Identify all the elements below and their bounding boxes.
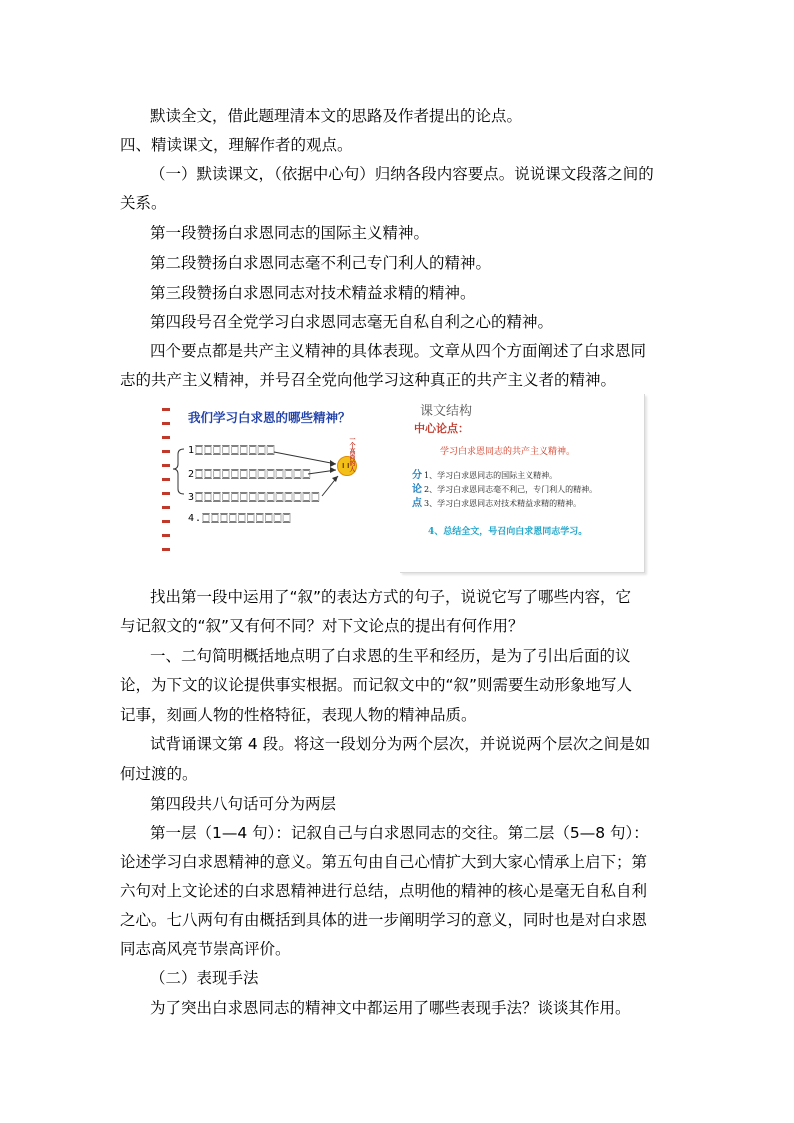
slide2-side-label-3: 点 bbox=[412, 498, 422, 509]
paragraph: 第四段共八句话可分为两层 bbox=[150, 795, 337, 813]
paragraph: 默读全文，借此题理清本文的思路及作者提出的论点。 bbox=[150, 107, 523, 125]
paragraph: 同志高风亮节崇高评价。 bbox=[120, 940, 291, 958]
subsection-heading: （一）默读课文，（依据中心句）归纳各段内容要点。说说课文段落之间的 bbox=[150, 165, 654, 183]
slide1-row-4: 4.🀆🀆🀆🀆🀆🀆🀆🀆🀆🀆 bbox=[188, 513, 292, 524]
slide2-summary: 4、总结全文，号召向白求恩同志学习。 bbox=[428, 527, 588, 537]
paragraph: 第一段赞扬白求恩同志的国际主义精神。 bbox=[150, 224, 430, 242]
slide2-center-thesis: 学习白求恩同志的共产主义精神。 bbox=[440, 447, 576, 457]
paragraph: 论，为下文的议论提供事实根据。而记叙文中的“叙”则需要生动形象地写人 bbox=[120, 676, 633, 694]
sun-label: I I bbox=[342, 462, 350, 470]
slide2-point-3: 3、学习白求恩同志对技术精益求精的精神。 bbox=[424, 499, 582, 508]
paragraph: 记事，刻画人物的性格特征，表现人物的精神品质。 bbox=[120, 706, 477, 724]
paragraph: 为了突出白求恩同志的精神文中都运用了哪些表现手法？谈谈其作用。 bbox=[150, 999, 631, 1017]
paragraph: 何过渡的。 bbox=[120, 765, 198, 783]
paragraph: 试背诵课文第 4 段。将这一段划分为两个层次，并说说两个层次之间是如 bbox=[150, 735, 651, 753]
paragraph: 关系。 bbox=[120, 194, 167, 212]
slide-image-structure bbox=[400, 394, 645, 573]
subsection-heading: （二）表现手法 bbox=[150, 969, 259, 987]
paragraph: 论述学习白求恩精神的意义。第五句由自己心情扩大到大家心情承上启下；第 bbox=[120, 853, 648, 871]
paragraph: 第四段号召全党学习白求恩同志毫无自私自利之心的精神。 bbox=[150, 313, 554, 331]
section-heading: 四、精读课文，理解作者的观点。 bbox=[120, 136, 353, 154]
paragraph: 第三段赞扬白求恩同志对技术精益求精的精神。 bbox=[150, 284, 476, 302]
arc-text: 一个高尚的人 bbox=[348, 436, 355, 472]
paragraph: 第二段赞扬白求恩同志毫不利己专门利人的精神。 bbox=[150, 254, 492, 272]
slide1-row-3: 3🀆🀆🀆🀆🀆🀆🀆🀆🀆🀆🀆🀆🀆🀆 bbox=[188, 492, 321, 503]
paragraph: 一、二句简明概括地点明了白求恩的生平和经历，是为了引出后面的议 bbox=[150, 647, 631, 665]
paragraph: 第一层（1—4 句）：记叙自己与白求恩同志的交往。第二层（5—8 句）： bbox=[150, 824, 649, 842]
slide2-point-1: 1、学习白求恩同志的国际主义精神。 bbox=[424, 471, 558, 480]
paragraph: 与记叙文的“叙”又有何不同？对下文论点的提出有何作用？ bbox=[120, 617, 524, 635]
slide2-point-2: 2、学习白求恩同志毫不利己，专门利人的精神。 bbox=[424, 485, 598, 494]
slide2-side-label-1: 分 bbox=[412, 470, 422, 481]
slide1-title: 我们学习白求恩的哪些精神？ bbox=[188, 410, 351, 425]
slide1-row-1: 1🀆🀆🀆🀆🀆🀆🀆🀆🀆 bbox=[188, 445, 276, 456]
slide2-heading: 课文结构 bbox=[420, 404, 473, 419]
paragraph: 之心。七八两句有由概括到具体的进一步阐明学习的意义，同时也是对白求恩 bbox=[120, 911, 648, 929]
paragraph: 找出第一段中运用了“叙”的表达方式的句子，说说它写了哪些内容，它 bbox=[150, 588, 632, 606]
paragraph: 四个要点都是共产主义精神的具体表现。文章从四个方面阐述了白求恩同 bbox=[150, 342, 647, 360]
slide2-side-label-2: 论 bbox=[412, 484, 422, 495]
slide-image-spirit-diagram bbox=[148, 396, 378, 560]
paragraph: 六句对上文论述的白求恩精神进行总结，点明他的精神的核心是毫无自私自利 bbox=[120, 882, 648, 900]
paragraph: 志的共产主义精神，并号召全党向他学习这种真正的共产主义者的精神。 bbox=[120, 371, 617, 389]
slide2-center-label: 中心论点： bbox=[414, 422, 469, 435]
slide1-row-2: 2🀆🀆🀆🀆🀆🀆🀆🀆🀆🀆🀆🀆🀆 bbox=[188, 469, 312, 480]
